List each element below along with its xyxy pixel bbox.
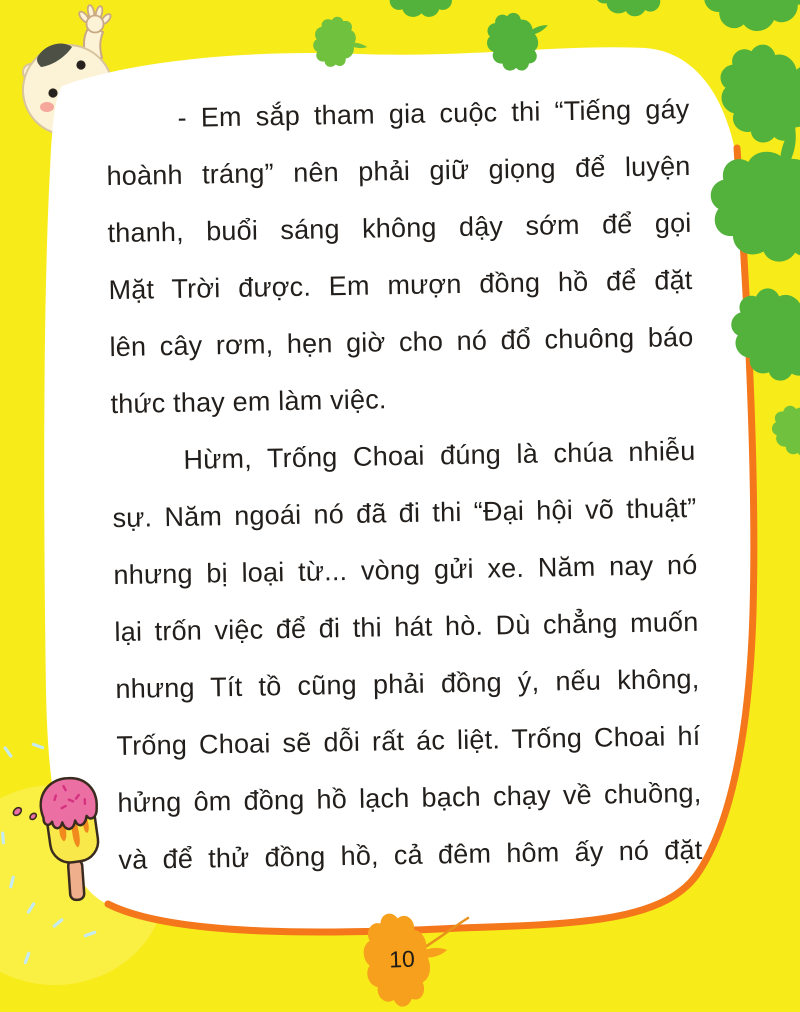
- text-line: Mặt Trời được. Em mượn đồng hồ để đặt: [108, 264, 693, 306]
- text-line: nhưng Tít tồ cũng phải đồng ý, nếu không,: [115, 663, 700, 705]
- text-line: hửng ôm đồng hồ lạch bạch chạy về chuồng,: [117, 777, 702, 819]
- text-line: thức thay em làm việc.: [110, 384, 387, 420]
- page-number: 10: [388, 945, 416, 973]
- text-line: Trống Choai sẽ dỗi rất ác liệt. Trống Choai hí: [116, 720, 701, 762]
- text-line: nhưng bị loại từ... vòng gửi xe. Năm nay nó: [113, 549, 698, 591]
- popsicle-stick: [68, 859, 85, 900]
- hamster-eye: [48, 88, 57, 97]
- text-line: lại trốn việc để đi thi hát hò. Dù chẳng muốn: [114, 606, 699, 648]
- text-line: sự. Năm ngoái nó đã đi thi “Đại hội võ thuật”: [112, 492, 697, 534]
- text-line: thanh, buổi sáng không dậy sớm để gọi: [107, 207, 692, 249]
- text-line: Hừm, Trống Choai đúng là chúa nhiễu: [183, 435, 696, 475]
- story-text: [105, 81, 703, 889]
- hamster-eye: [76, 60, 85, 69]
- text-line: lên cây rơm, hẹn giờ cho nó đổ chuông báo: [109, 321, 694, 363]
- hamster-blush: [40, 102, 54, 112]
- text-line: - Em sắp tham gia cuộc thi “Tiếng gáy: [177, 93, 690, 133]
- text-line: và để thử đồng hồ, cả đêm hôm ấy nó đặt: [118, 834, 703, 876]
- text-line: hoành tráng” nên phải giữ giọng để luyện: [106, 150, 691, 192]
